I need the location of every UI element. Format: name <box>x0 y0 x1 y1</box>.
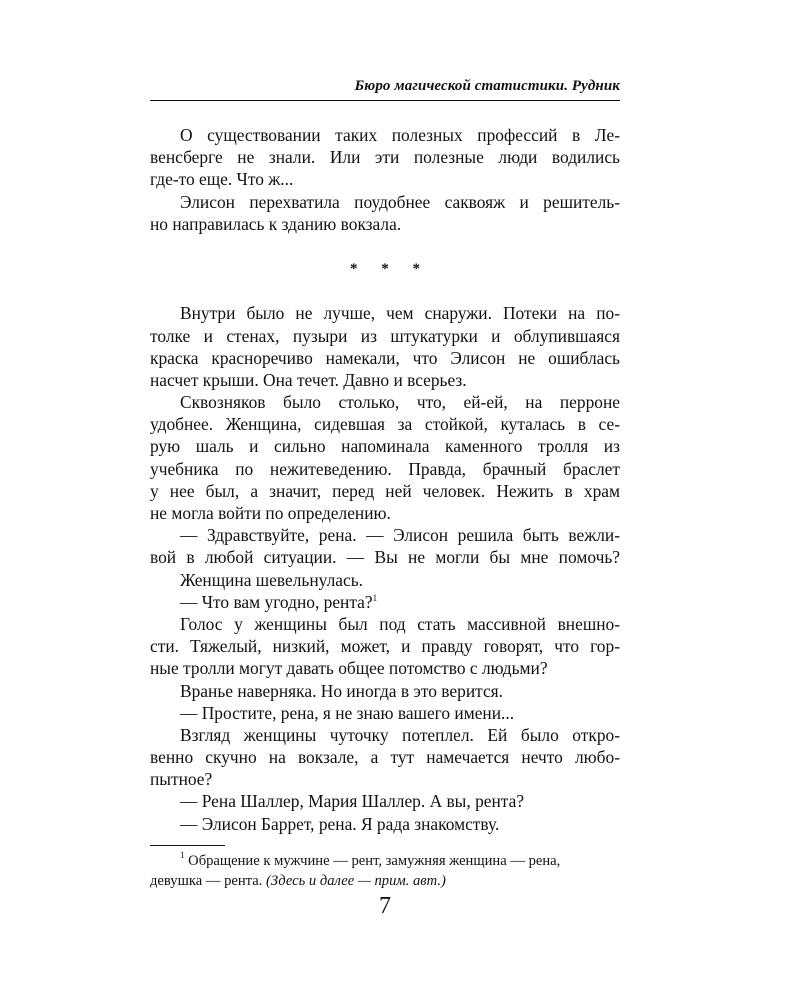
text-line: пытное? <box>150 769 213 790</box>
footnote-line <box>150 852 620 872</box>
text-line: рую шаль и сильно напоминала каменного тролля из <box>150 436 620 457</box>
footnote-rule <box>150 845 225 846</box>
footnote-ref-marker: 1 <box>372 592 378 603</box>
footnote-line <box>150 872 620 892</box>
text-line: — Рена Шаллер, Мария Шаллер. А вы, рента? <box>180 791 525 812</box>
text-line: где-то еще. Что ж... <box>150 169 294 190</box>
text-line: ные тролли могут давать общее потомство с людьми? <box>150 658 548 679</box>
text-line: удобнее. Женщина, сидевшая за стойкой, куталась в се- <box>150 414 620 435</box>
text-line: Сквозняков было столько, что, ей-ей, на перроне <box>180 392 620 413</box>
running-header-title: Бюро магической статистики. Рудник <box>354 78 620 94</box>
dialogue-text: — Что вам угодно, рента? <box>180 591 373 612</box>
text-line: — Простите, рена, я не знаю вашего имени... <box>180 702 515 723</box>
text-line: насчет крыши. Она течет. Давно и всерьез. <box>150 369 467 390</box>
text-line: венсберге не знали. Или эти полезные люди водились <box>150 147 620 168</box>
text-line: Элисон перехватила поудобнее саквояж и решитель- <box>180 191 620 212</box>
text-line: у нее был, а значит, перед ней человек. Нежить в храм <box>150 480 620 501</box>
text-line: вой в любой ситуации. — Вы не могли бы мне помочь? <box>150 547 620 568</box>
footnote-number: 1 <box>180 850 185 860</box>
text-line: Женщина шевельнулась. <box>180 569 363 590</box>
text-line: Голос у женщины был под стать массивной внешно- <box>180 613 620 634</box>
text-line: венно скучно на вокзале, а тут намечается нечто любо- <box>150 747 620 768</box>
footnote <box>150 852 620 891</box>
text-line <box>150 591 620 613</box>
text-line: толке и стенах, пузыри из штукатурки и облупившаяся <box>150 325 620 346</box>
footnote-author-note: (Здесь и далее — прим. авт.) <box>266 872 446 889</box>
footnote-text: девушка — рента. <box>150 872 263 889</box>
page-number: 7 <box>379 893 391 919</box>
footnote-text: Обращение к мужчине — рент, замужняя женщина — рена, <box>188 853 561 869</box>
header-rule <box>150 100 620 101</box>
text-line: — Элисон Баррет, рена. Я рада знакомству. <box>180 813 500 834</box>
text-line: краска красноречиво намекали, что Элисон не ошиблась <box>150 347 620 368</box>
text-line: учебника по нежитеведению. Правда, брачный браслет <box>150 458 620 479</box>
text-line: — Здравствуйте, рена. — Элисон решила быть вежли- <box>180 525 620 546</box>
text-line: О существовании таких полезных профессий в Ле- <box>180 125 620 145</box>
section-break: * * * <box>350 260 430 277</box>
text-line: Вранье наверняка. Но иногда в это верится. <box>180 680 504 701</box>
text-line: но направилась к зданию вокзала. <box>150 213 402 234</box>
text-line: не могла войти по определению. <box>150 503 391 523</box>
body-text <box>150 124 620 835</box>
text-line: Взгляд женщины чуточку потеплел. Ей было откро- <box>180 724 620 745</box>
text-line: сти. Тяжелый, низкий, может, и правду говорят, что гор- <box>150 636 620 657</box>
text-line: Внутри было не лучше, чем снаружи. Потеки на по- <box>180 303 620 324</box>
